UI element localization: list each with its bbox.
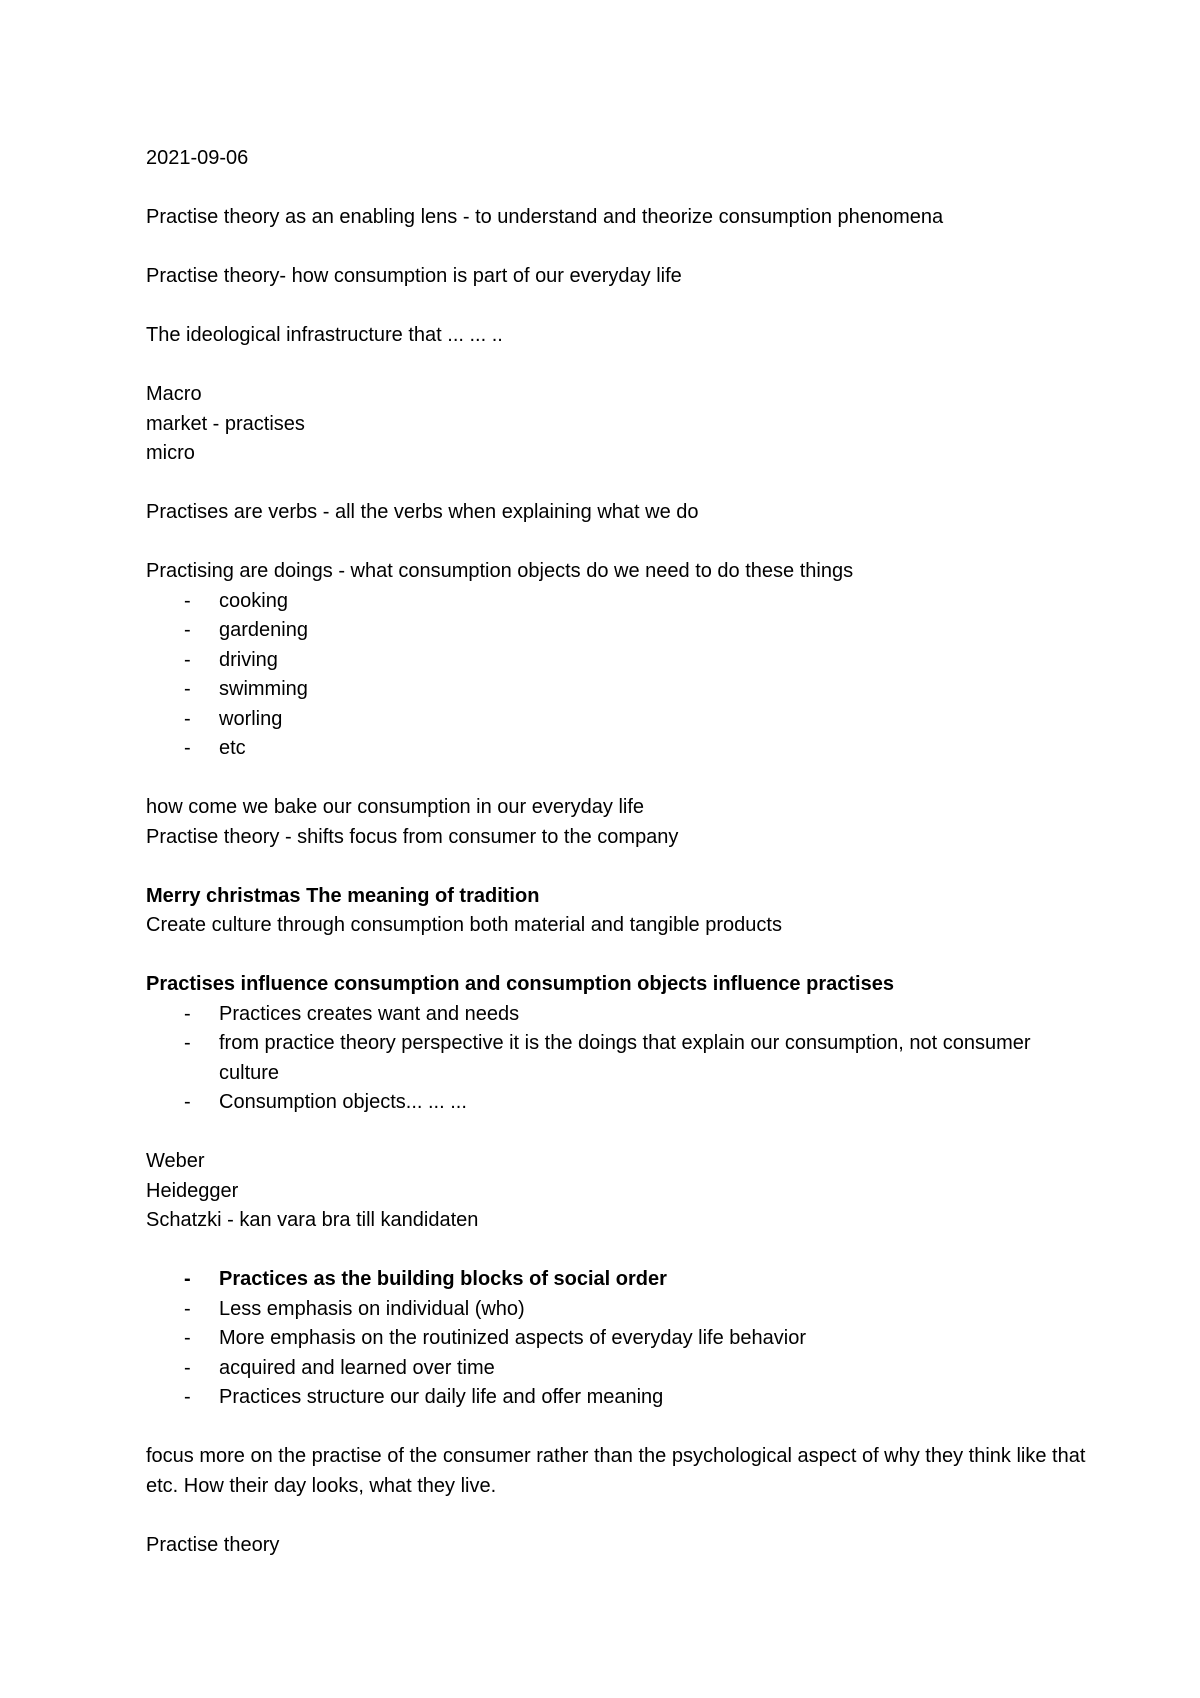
list-item [146,705,1086,735]
level-macro: Macro [146,383,202,405]
list-item-text: worling [219,707,283,730]
paragraph-ideological: The ideological infrastructure that ... ... .. [146,324,503,346]
spacer [146,174,1086,204]
influence-list [146,1000,1086,1118]
spacer [146,1413,1086,1443]
level-market: market - practises [146,412,305,435]
list-item [146,1354,1086,1384]
theorist-weber: Weber [146,1150,205,1172]
list-item [146,646,1086,676]
paragraph-create-culture: Create culture through consumption both material and tangible products [146,914,782,936]
paragraph-verbs: Practises are verbs - all the verbs when explaining what we do [146,501,699,523]
dash-bullet: - [184,1002,191,1025]
spacer [146,1118,1086,1148]
spacer [146,764,1086,794]
list-item [146,1324,1086,1354]
dash-bullet: - [184,1297,191,1320]
heading-influence: Practises influence consumption and consumption objects influence practises [146,973,894,995]
dash-bullet: - [184,589,191,612]
dash-bullet: - [184,1386,191,1408]
list-item-text: Consumption objects... ... ... [219,1091,467,1113]
dash-bullet: - [184,678,191,700]
paragraph-everyday-life: Practise theory- how consumption is part of our everyday life [146,265,682,287]
spacer [146,1236,1086,1266]
dash-bullet: - [184,648,191,671]
list-item-text: More emphasis on the routinized aspects of everyday life behavior [219,1327,806,1349]
list-item-text: swimming [219,678,308,700]
paragraph-focus-more: focus more on the practise of the consumer rather than the psychological aspect of why they think like that etc. How their day looks, what they live. [146,1445,1086,1497]
theorist-heidegger: Heidegger [146,1179,239,1202]
building-blocks-list [146,1265,1086,1413]
dash-bullet: - [184,737,191,759]
list-item [146,1088,1086,1118]
list-item [146,1029,1086,1088]
paragraph-bake: how come we bake our consumption in our everyday life [146,796,645,818]
list-item-text: cooking [219,589,288,612]
list-item [146,616,1086,646]
dash-bullet: - [184,1091,191,1113]
list-item [146,675,1086,705]
heading-christmas: Merry christmas The meaning of tradition [146,884,540,907]
dash-bullet: - [184,1268,191,1290]
dash-bullet: - [184,1327,191,1349]
list-item-text: etc [219,737,246,759]
spacer [146,528,1086,558]
paragraph-enabling-lens: Practise theory as an enabling lens - to understand and theorize consumption phenomena [146,206,944,228]
list-item-text: Less emphasis on individual (who) [219,1297,525,1320]
list-item-text: from practice theory perspective it is the doings that explain our consumption, not consumer culture [219,1032,1031,1084]
spacer [146,941,1086,971]
paragraph-doings: Practising are doings - what consumption objects do we need to do these things [146,560,854,582]
spacer [146,469,1086,499]
level-micro: micro [146,442,195,464]
theorist-schatzki: Schatzki - kan vara bra till kandidaten [146,1209,479,1231]
spacer [146,351,1086,381]
list-item [146,734,1086,764]
list-item [146,1383,1086,1413]
spacer [146,233,1086,263]
list-item-text: Practices structure our daily life and offer meaning [219,1386,664,1408]
list-item-text: driving [219,648,278,671]
spacer [146,1501,1086,1531]
dash-bullet: - [184,707,191,730]
list-item [146,1000,1086,1030]
list-item [146,1265,1086,1295]
list-item-text: Practices as the building blocks of social order [219,1268,667,1290]
dash-bullet: - [184,1032,191,1054]
list-item [146,587,1086,617]
spacer [146,852,1086,882]
dash-bullet: - [184,619,191,641]
paragraph-final: Practise theory [146,1533,280,1556]
list-item-text: gardening [219,619,308,641]
spacer [146,292,1086,322]
paragraph-shifts-focus: Practise theory - shifts focus from consumer to the company [146,825,679,848]
list-item-text: Practices creates want and needs [219,1002,520,1025]
doings-list [146,587,1086,764]
document-body [146,144,1086,1560]
list-item [146,1295,1086,1325]
list-item-text: acquired and learned over time [219,1356,495,1379]
dash-bullet: - [184,1356,191,1379]
date-line: 2021-09-06 [146,147,249,169]
